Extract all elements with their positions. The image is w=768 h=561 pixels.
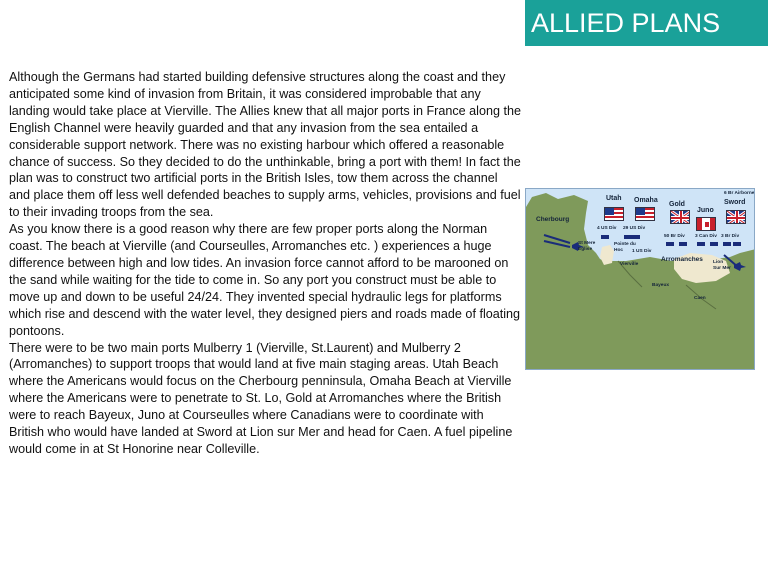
ship-icon xyxy=(666,242,674,246)
beach-label: Sword xyxy=(724,199,746,206)
us-flag-icon xyxy=(635,207,655,221)
normandy-landings-map xyxy=(525,188,755,370)
place-label: Cherbourg xyxy=(536,216,570,223)
place-label: Pointe du Hoc xyxy=(614,242,636,253)
uk-flag-icon xyxy=(726,210,746,224)
place-label: Lion Sur Mer xyxy=(713,260,731,271)
page-title: ALLIED PLANS xyxy=(525,0,768,46)
division-label: 3 Br Div xyxy=(721,234,740,239)
paragraph: Although the Germans had started building defensive structures along the coast and they anticipated some kind of invasion from Britain, it was considered improbable that any landing would take place at Vierville. The Allies knew that all major ports in France along the English Channel were heavily guarded and that any invasion from the sea entailed a considerable support network. There was no existing harbour which offered a reasonable chance of success. So they decided to do the unthinkable, bring a port with them! In fact the plan was to construct two artificial ports in the British Isles, tow them across the channel and place them off less well defended beaches to supply arms, vehicles, provisions and fuel to their invading troops from the sea. xyxy=(9,70,521,220)
paragraph: There were to be two main ports Mulberry 1 (Vierville, St.Laurent) and Mulberry 2 (Arromanches) to support troops that would land at five main staging areas. Utah Beach where the Americans would focus on the Cherbourg penninsula, Omaha Beach at Vierville where the Americans were to penetrate to St. Lo, Gold at Arromanches where the British were to reach Bayeux, Juno at Courseulles where Canadians were to coordinate with British who would have landed at Sword at Lion sur Mer and head for Caen. A fuel pipeline would come in at St Honorine near Colleville. xyxy=(9,340,513,456)
place-label: Bayeux xyxy=(652,283,670,288)
ship-icon xyxy=(697,242,705,246)
ship-icon xyxy=(632,235,640,239)
beach-label: Gold xyxy=(669,201,685,208)
place-label: St Mere Eglise xyxy=(578,241,596,252)
ship-icon xyxy=(733,242,741,246)
us-flag-icon xyxy=(604,207,624,221)
ship-icon xyxy=(679,242,687,246)
ship-icon xyxy=(710,242,718,246)
beach-label: Omaha xyxy=(634,197,658,204)
uk-flag-icon xyxy=(670,210,690,224)
ship-icon xyxy=(601,235,609,239)
beach-label: Utah xyxy=(606,195,622,202)
place-label: Vierville xyxy=(620,262,639,267)
place-label: Caen xyxy=(694,296,706,301)
canada-flag-icon xyxy=(696,217,716,231)
place-label: Arromanches xyxy=(661,256,703,263)
division-label: 6 Br Airborne xyxy=(724,191,755,196)
division-label: 3 Can Div xyxy=(695,234,717,239)
division-label: 4 US Div xyxy=(597,226,617,231)
ship-icon xyxy=(624,235,632,239)
division-label: 1 US Div xyxy=(632,249,652,254)
article-text xyxy=(9,69,521,458)
paragraph: As you know there is a good reason why there are few proper ports along the Norman coast. The beach at Vierville (and Courseulles, Arromanches etc. ) experiences a huge difference between high and low tides. An invasion force cannot afford to be marooned on the sand while waiting for the tide to come in. So any port you construct must be able to move up and down to be useful 24/24. They invented special hydraulic legs for platforms which rise and descend with the water level, they designed piers and roads made of floating pontoons. xyxy=(9,222,521,338)
division-label: 29 US Div xyxy=(623,226,646,231)
division-label: 50 Br Div xyxy=(664,234,685,239)
beach-label: Juno xyxy=(697,207,714,214)
ship-icon xyxy=(723,242,731,246)
